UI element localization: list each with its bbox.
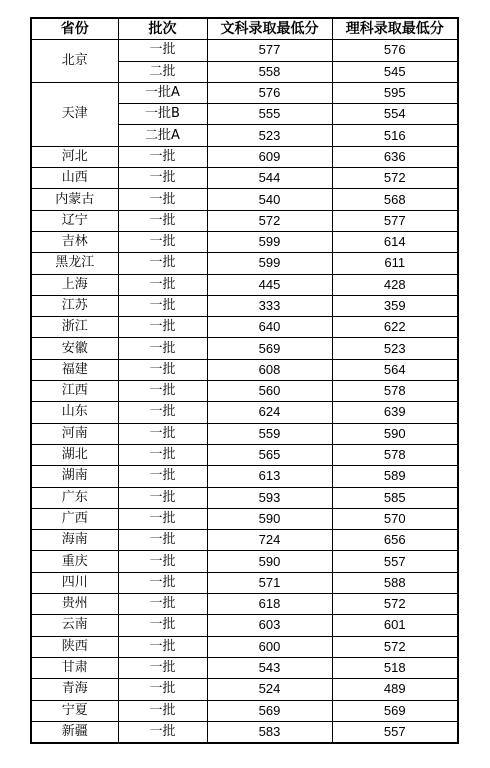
science-score-cell: 570 <box>332 508 458 529</box>
province-cell: 山西 <box>31 168 118 189</box>
province-cell: 黑龙江 <box>31 253 118 274</box>
batch-cell: 一批 <box>118 508 207 529</box>
batch-cell: 一批 <box>118 359 207 380</box>
liberal-arts-score-cell: 565 <box>207 444 332 465</box>
liberal-arts-score-cell: 445 <box>207 274 332 295</box>
table-row <box>31 466 458 487</box>
province-cell: 重庆 <box>31 551 118 572</box>
header-science-min: 理科录取最低分 <box>332 18 458 40</box>
batch-cell: 一批 <box>118 338 207 359</box>
liberal-arts-score-cell: 583 <box>207 721 332 743</box>
batch-cell: 二批A <box>118 125 207 146</box>
science-score-cell: 359 <box>332 295 458 316</box>
science-score-cell: 636 <box>332 146 458 167</box>
science-score-cell: 639 <box>332 402 458 423</box>
province-cell: 海南 <box>31 530 118 551</box>
science-score-cell: 572 <box>332 168 458 189</box>
science-score-cell: 622 <box>332 317 458 338</box>
admission-score-table <box>30 17 459 744</box>
batch-cell: 一批 <box>118 402 207 423</box>
province-cell: 新疆 <box>31 721 118 743</box>
science-score-cell: 589 <box>332 466 458 487</box>
batch-cell: 一批 <box>118 444 207 465</box>
liberal-arts-score-cell: 599 <box>207 253 332 274</box>
table-body <box>31 40 458 743</box>
liberal-arts-score-cell: 560 <box>207 381 332 402</box>
science-score-cell: 614 <box>332 231 458 252</box>
province-cell: 安徽 <box>31 338 118 359</box>
liberal-arts-score-cell: 576 <box>207 82 332 103</box>
table-row <box>31 508 458 529</box>
batch-cell: 一批 <box>118 487 207 508</box>
province-cell: 北京 <box>31 40 118 83</box>
liberal-arts-score-cell: 569 <box>207 338 332 359</box>
liberal-arts-score-cell: 593 <box>207 487 332 508</box>
batch-cell: 一批 <box>118 572 207 593</box>
table-row <box>31 82 458 103</box>
batch-cell: 一批B <box>118 104 207 125</box>
science-score-cell: 518 <box>332 657 458 678</box>
table-row <box>31 487 458 508</box>
science-score-cell: 554 <box>332 104 458 125</box>
watermark <box>322 706 472 746</box>
liberal-arts-score-cell: 572 <box>207 210 332 231</box>
province-cell: 湖北 <box>31 444 118 465</box>
table-row <box>31 572 458 593</box>
batch-cell: 一批 <box>118 168 207 189</box>
liberal-arts-score-cell: 724 <box>207 530 332 551</box>
liberal-arts-score-cell: 540 <box>207 189 332 210</box>
science-score-cell: 569 <box>332 700 458 721</box>
province-cell: 广西 <box>31 508 118 529</box>
table-row <box>31 168 458 189</box>
liberal-arts-score-cell: 600 <box>207 636 332 657</box>
province-cell: 辽宁 <box>31 210 118 231</box>
province-cell: 河南 <box>31 423 118 444</box>
batch-cell: 一批 <box>118 700 207 721</box>
science-score-cell: 557 <box>332 721 458 743</box>
table-row <box>31 679 458 700</box>
liberal-arts-score-cell: 523 <box>207 125 332 146</box>
province-cell: 云南 <box>31 615 118 636</box>
liberal-arts-score-cell: 613 <box>207 466 332 487</box>
province-cell: 山东 <box>31 402 118 423</box>
table-row <box>31 146 458 167</box>
table-row <box>31 274 458 295</box>
table-row <box>31 359 458 380</box>
table-row <box>31 423 458 444</box>
liberal-arts-score-cell: 618 <box>207 594 332 615</box>
province-cell: 上海 <box>31 274 118 295</box>
science-score-cell: 568 <box>332 189 458 210</box>
liberal-arts-score-cell: 609 <box>207 146 332 167</box>
liberal-arts-score-cell: 640 <box>207 317 332 338</box>
liberal-arts-score-cell: 624 <box>207 402 332 423</box>
liberal-arts-score-cell: 333 <box>207 295 332 316</box>
table-row <box>31 402 458 423</box>
province-cell: 湖南 <box>31 466 118 487</box>
province-cell: 青海 <box>31 679 118 700</box>
province-cell: 河北 <box>31 146 118 167</box>
province-cell: 陕西 <box>31 636 118 657</box>
science-score-cell: 557 <box>332 551 458 572</box>
table-row <box>31 210 458 231</box>
science-score-cell: 564 <box>332 359 458 380</box>
liberal-arts-score-cell: 577 <box>207 40 332 61</box>
table-row <box>31 594 458 615</box>
batch-cell: 一批 <box>118 317 207 338</box>
table-row <box>31 657 458 678</box>
province-cell: 福建 <box>31 359 118 380</box>
header-province: 省份 <box>31 18 118 40</box>
batch-cell: 一批 <box>118 679 207 700</box>
table-row <box>31 253 458 274</box>
science-score-cell: 516 <box>332 125 458 146</box>
table-row <box>31 636 458 657</box>
province-cell: 甘肃 <box>31 657 118 678</box>
batch-cell: 一批 <box>118 551 207 572</box>
liberal-arts-score-cell: 590 <box>207 508 332 529</box>
liberal-arts-score-cell: 569 <box>207 700 332 721</box>
science-score-cell: 656 <box>332 530 458 551</box>
province-cell: 四川 <box>31 572 118 593</box>
province-cell: 江西 <box>31 381 118 402</box>
science-score-cell: 578 <box>332 381 458 402</box>
table-row <box>31 295 458 316</box>
header-liberal-arts-min: 文科录取最低分 <box>207 18 332 40</box>
science-score-cell: 572 <box>332 636 458 657</box>
batch-cell: 一批 <box>118 657 207 678</box>
batch-cell: 一批 <box>118 466 207 487</box>
header-row <box>31 18 458 40</box>
table-row <box>31 338 458 359</box>
science-score-cell: 489 <box>332 679 458 700</box>
table-row <box>31 40 458 61</box>
table-row <box>31 381 458 402</box>
science-score-cell: 601 <box>332 615 458 636</box>
batch-cell: 一批 <box>118 423 207 444</box>
province-cell: 浙江 <box>31 317 118 338</box>
batch-cell: 一批 <box>118 636 207 657</box>
province-cell: 宁夏 <box>31 700 118 721</box>
table-row <box>31 231 458 252</box>
batch-cell: 二批 <box>118 61 207 82</box>
science-score-cell: 611 <box>332 253 458 274</box>
table-row <box>31 551 458 572</box>
science-score-cell: 590 <box>332 423 458 444</box>
liberal-arts-score-cell: 599 <box>207 231 332 252</box>
province-cell: 吉林 <box>31 231 118 252</box>
header-batch: 批次 <box>118 18 207 40</box>
science-score-cell: 595 <box>332 82 458 103</box>
liberal-arts-score-cell: 558 <box>207 61 332 82</box>
science-score-cell: 576 <box>332 40 458 61</box>
science-score-cell: 585 <box>332 487 458 508</box>
batch-cell: 一批 <box>118 381 207 402</box>
score-table-container <box>30 17 459 744</box>
batch-cell: 一批 <box>118 721 207 743</box>
batch-cell: 一批 <box>118 231 207 252</box>
science-score-cell: 545 <box>332 61 458 82</box>
batch-cell: 一批 <box>118 253 207 274</box>
science-score-cell: 572 <box>332 594 458 615</box>
liberal-arts-score-cell: 543 <box>207 657 332 678</box>
science-score-cell: 588 <box>332 572 458 593</box>
science-score-cell: 578 <box>332 444 458 465</box>
science-score-cell: 428 <box>332 274 458 295</box>
batch-cell: 一批 <box>118 615 207 636</box>
liberal-arts-score-cell: 555 <box>207 104 332 125</box>
liberal-arts-score-cell: 603 <box>207 615 332 636</box>
batch-cell: 一批 <box>118 146 207 167</box>
batch-cell: 一批 <box>118 210 207 231</box>
batch-cell: 一批 <box>118 189 207 210</box>
science-score-cell: 577 <box>332 210 458 231</box>
liberal-arts-score-cell: 544 <box>207 168 332 189</box>
table-row <box>31 444 458 465</box>
batch-cell: 一批 <box>118 530 207 551</box>
batch-cell: 一批 <box>118 594 207 615</box>
science-score-cell: 523 <box>332 338 458 359</box>
liberal-arts-score-cell: 559 <box>207 423 332 444</box>
table-row <box>31 615 458 636</box>
batch-cell: 一批 <box>118 295 207 316</box>
table-row <box>31 189 458 210</box>
batch-cell: 一批A <box>118 82 207 103</box>
table-row <box>31 530 458 551</box>
liberal-arts-score-cell: 571 <box>207 572 332 593</box>
province-cell: 贵州 <box>31 594 118 615</box>
batch-cell: 一批 <box>118 40 207 61</box>
batch-cell: 一批 <box>118 274 207 295</box>
liberal-arts-score-cell: 608 <box>207 359 332 380</box>
province-cell: 内蒙古 <box>31 189 118 210</box>
table-row <box>31 317 458 338</box>
province-cell: 江苏 <box>31 295 118 316</box>
province-cell: 天津 <box>31 82 118 146</box>
liberal-arts-score-cell: 590 <box>207 551 332 572</box>
liberal-arts-score-cell: 524 <box>207 679 332 700</box>
province-cell: 广东 <box>31 487 118 508</box>
